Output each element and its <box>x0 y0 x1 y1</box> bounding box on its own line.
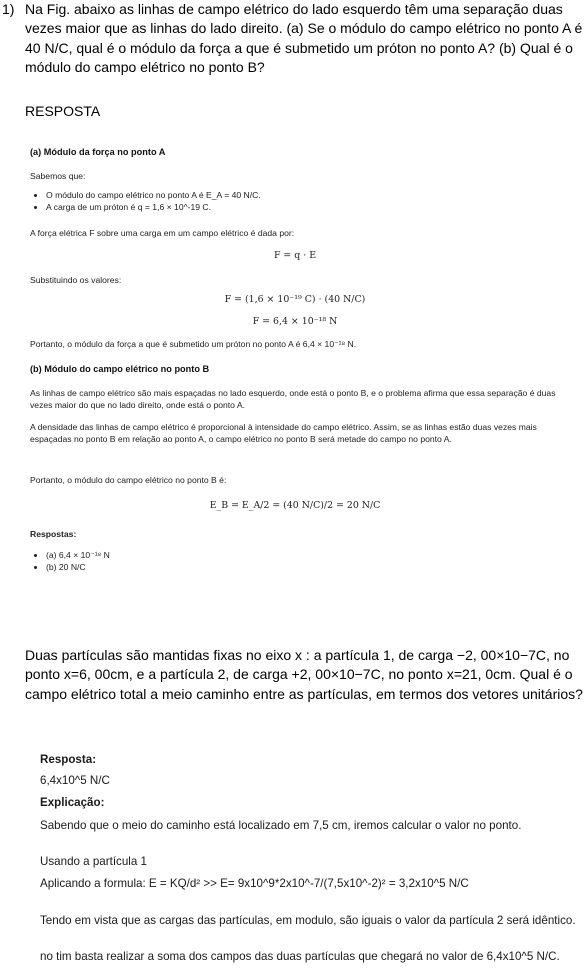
explanation-line: no tim basta realizar a soma dos campos das duas partículas que chegará no valor de 6,4x10^5 N/C. <box>40 950 560 963</box>
explanation-line: Aplicando a formula: E = KQ/d² >> E= 9x10^9*2x10^-7/(7,5x10^-2)² = 3,2x10^5 N/C <box>40 877 469 890</box>
known-list <box>30 190 261 213</box>
equation-substitution: F = (1,6 × 10⁻¹⁹ C) · (40 N/C) <box>224 294 366 305</box>
explanation-line: Tendo em vista que as cargas das partículas, em modulo, são iguais o valor da partícula 2 será idêntico. <box>40 914 576 927</box>
respostas-label: Respostas: <box>30 529 77 539</box>
resposta-heading: RESPOSTA <box>25 103 101 119</box>
known-item: • O módulo do campo elétrico no ponto A é E_A = 40 N/C. <box>46 190 261 202</box>
equation-result: F = 6,4 × 10⁻¹⁸ N <box>252 316 338 327</box>
question-number: 1) <box>2 1 15 17</box>
part-b-paragraph-1: As linhas de campo elétrico são mais espaçadas no lado esquerdo, onde está o ponto B, e o problema afirma que essa separação é duas vezes maior do que no lado direito, onde está o ponto A. <box>30 388 556 410</box>
equation-field-b: E_B = E_A/2 = (40 N/C)/2 = 20 N/C <box>209 500 381 511</box>
answer-item: • (a) 6,4 × 10⁻¹⁸ N <box>46 550 110 562</box>
explanation-label: Explicação: <box>40 796 105 809</box>
answer-item: • (b) 20 N/C <box>46 562 110 574</box>
known-item: • A carga de um próton é q = 1,6 × 10^-19 C. <box>46 202 261 214</box>
equation-force: F = q · E <box>273 250 317 261</box>
conclusion-a: Portanto, o módulo da força a que é submetido um próton no ponto A é 6,4 × 10⁻¹⁸ N. <box>30 339 357 349</box>
part-a-title: (a) Módulo da força no ponto A <box>30 147 166 157</box>
explanation-line: Usando a partícula 1 <box>40 855 147 868</box>
answer-value: 6,4x10^5 N/C <box>40 774 110 787</box>
question-1-text: Na Fig. abaixo as linhas de campo elétrico do lado esquerdo têm uma separação duas vezes maior que as linhas do lado direito. (a) Se o módulo do campo elétrico no ponto A é 40 N/C, qual é o módulo da força a que é submetido um próton no ponto A? (b) Qual é o módulo do campo elétrico no ponto B? <box>25 1 583 76</box>
question-2-text: Duas partículas são mantidas fixas no eixo x : a partícula 1, de carga −2, 00×10−7C, no ponto x=6, 00cm, e a partícula 2, de carga +2, 00×10−7C, no ponto x=21, 0cm. Qual é o campo elétrico total a meio caminho entre as partículas, em termos dos vetores unitários? <box>25 647 583 702</box>
conclusion-b: Portanto, o módulo do campo elétrico no ponto B é: <box>30 475 227 485</box>
explanation-line: Sabendo que o meio do caminho está localizado em 7,5 cm, iremos calcular o valor no ponto. <box>40 819 522 832</box>
part-b-paragraph-2: A densidade das linhas de campo elétrico é proporcional à intensidade do campo elétrico. Assim, se as linhas estão duas vezes mais espaçadas no ponto B em relação ao ponto A, o campo elétrico no ponto B será metade do campo no ponto A. <box>30 422 537 444</box>
answers-list <box>30 550 110 573</box>
sabemos-text: Sabemos que: <box>30 171 86 181</box>
substitution-text: Substituindo os valores: <box>30 275 122 285</box>
answer-label: Resposta: <box>40 753 97 766</box>
part-b-title: (b) Módulo do campo elétrico no ponto B <box>30 364 210 374</box>
force-intro: A força elétrica F sobre uma carga em um campo elétrico é dada por: <box>30 228 295 238</box>
